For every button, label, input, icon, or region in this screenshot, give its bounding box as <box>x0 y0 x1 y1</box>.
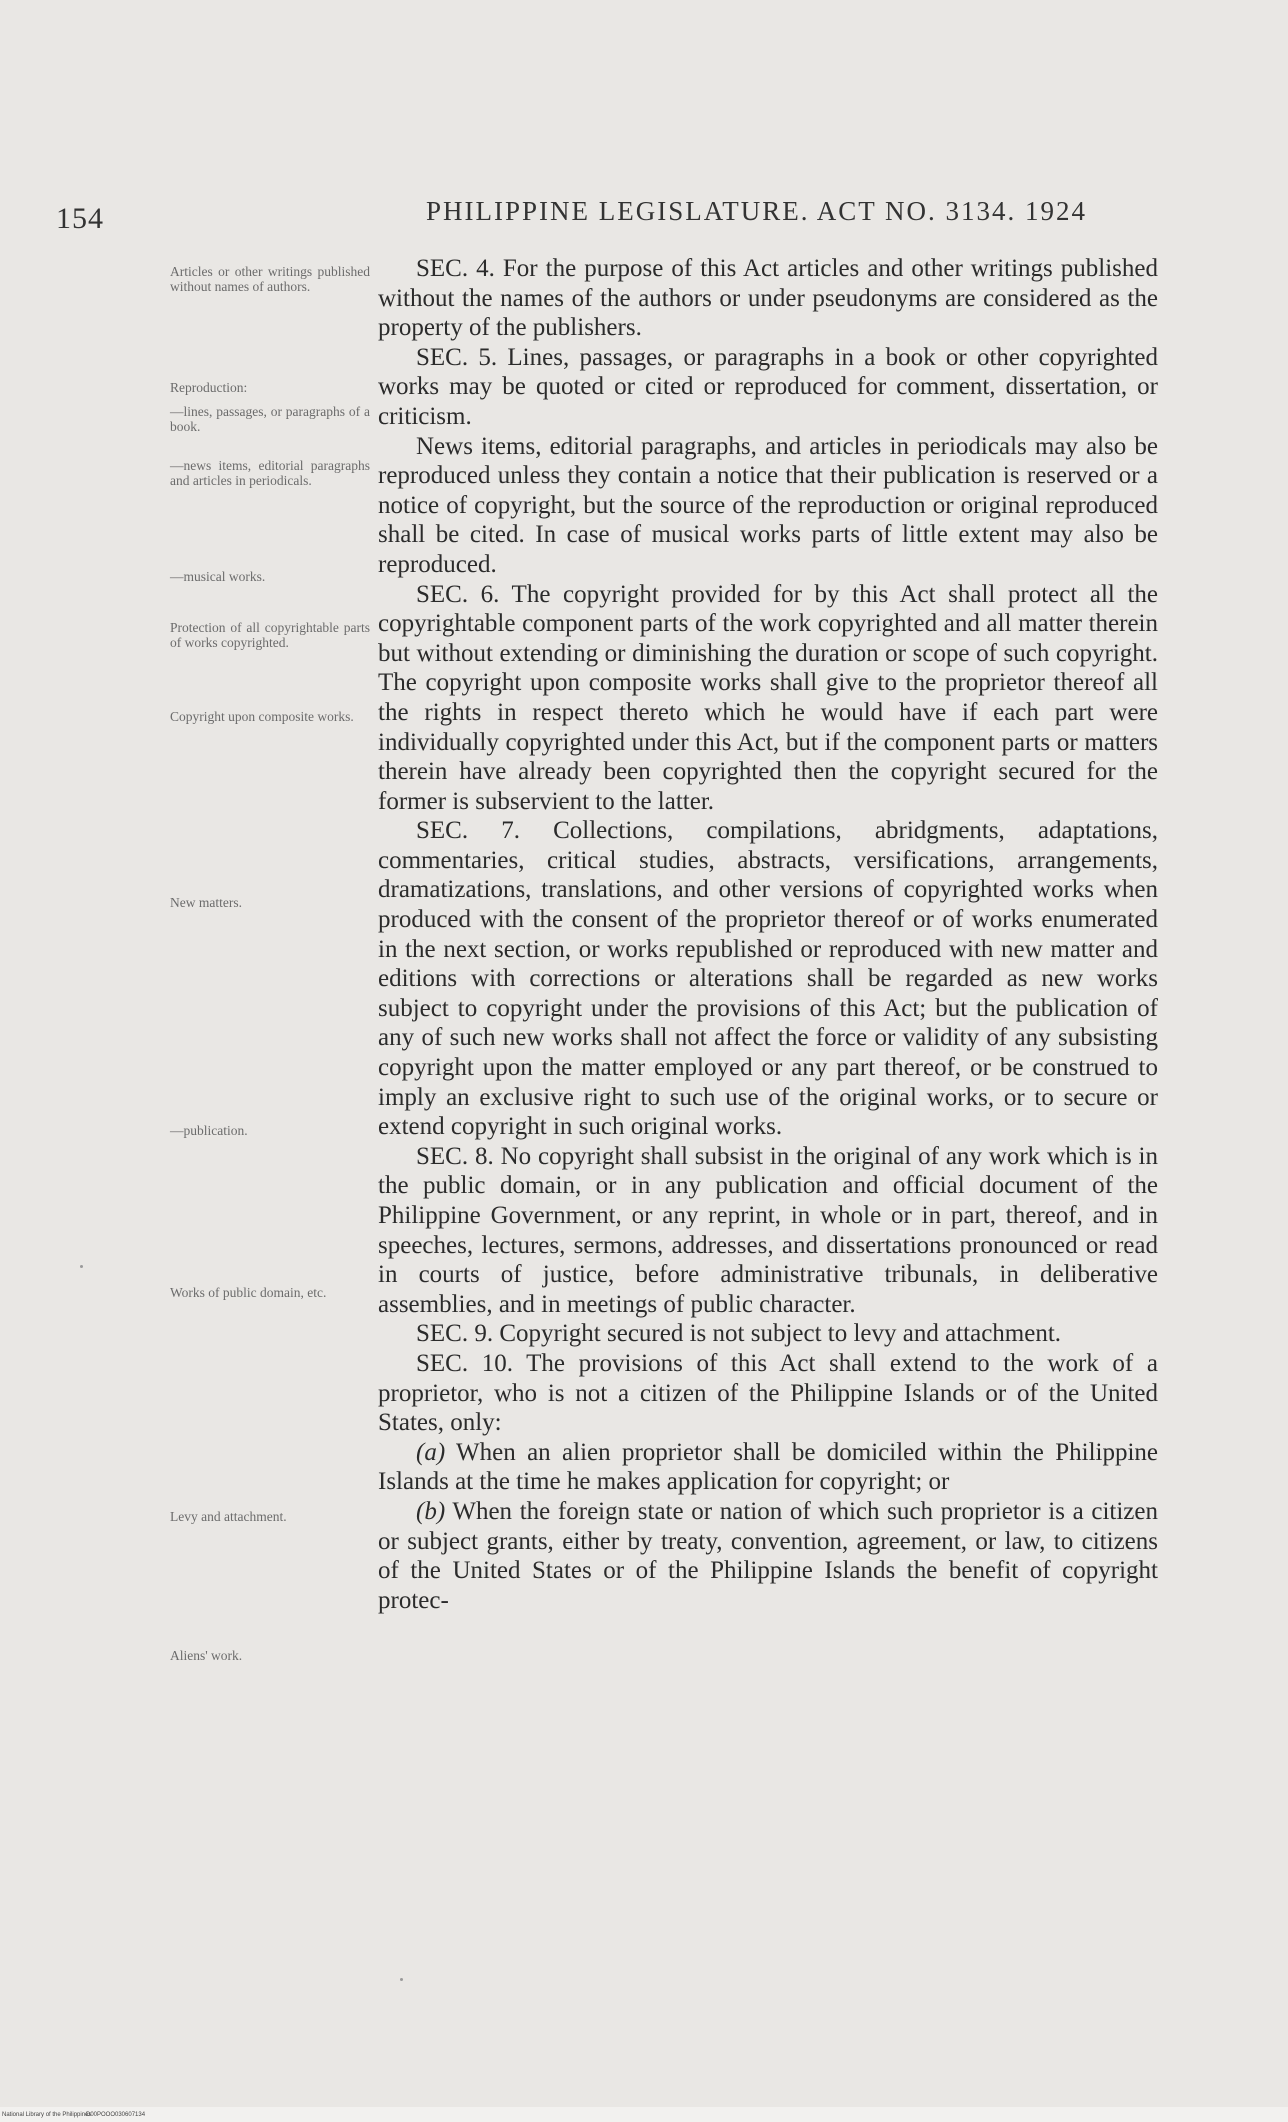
section-text: News items, editorial paragraphs, and articles in periodicals may also be reproduced unless they contain a notice that their publication is reserved or a notice of copyright, but the source of the reproduction or original reproduced shall be cited. In case of musical works parts of little extent may also be reproduced. <box>378 432 1158 578</box>
section-5 <box>378 343 1158 432</box>
section-text: The provisions of this Act shall extend to the work of a proprietor, who is not a citizen of the Philippine Islands or of the United States, only: <box>378 1349 1158 1437</box>
section-5-news-items <box>378 432 1158 580</box>
section-text: When the foreign state or nation of which such proprietor is a citizen or subject grants, either by treaty, convention, agreement, or law, to citizens of the United States or of the Philippine Islands the benefit of copyright protec- <box>378 1497 1158 1614</box>
margin-note-composite-works: Copyright upon composite works. <box>170 709 354 724</box>
section-label: SEC. 5. <box>416 343 498 371</box>
margin-note-news-items: —news items, editorial paragraphs and articles in periodicals. <box>170 458 370 488</box>
section-8 <box>378 1142 1158 1320</box>
section-10-clause-b <box>378 1497 1158 1615</box>
section-text: Copyright secured is not subject to levy and attachment. <box>493 1320 1062 1348</box>
section-label: SEC. 10. <box>416 1349 513 1377</box>
section-4 <box>378 254 1158 343</box>
clause-label: (b) <box>416 1497 446 1525</box>
section-6 <box>378 580 1158 817</box>
margin-note-articles-without-authors: Articles or other writings published without names of authors. <box>170 264 370 294</box>
section-label: SEC. 7. <box>416 817 520 845</box>
section-label: SEC. 6. <box>416 580 500 608</box>
section-label: SEC. 9. <box>416 1320 494 1348</box>
footer-credit: National Library of the Philippines <box>2 2112 92 2118</box>
footer-strip <box>0 2107 1288 2122</box>
margin-note-public-domain: Works of public domain, etc. <box>170 1285 327 1300</box>
margin-note-new-matters: New matters. <box>170 895 242 910</box>
section-text: No copyright shall subsist in the original of any work which is in the public domain, or in any publication and official document of the Philippine Government, or any reprint, in whole or in part, thereof, and in speeches, lectures, sermons, addresses, and dissertations pronounced or read in courts of justice, before administrative tribunals, in deliberative assemblies, and in meetings of public character. <box>378 1142 1158 1318</box>
margin-note-publication: —publication. <box>170 1123 248 1138</box>
scan-speck <box>400 1978 403 1981</box>
clause-label: (a) <box>416 1438 446 1466</box>
running-head: PHILIPPINE LEGISLATURE. ACT NO. 3134. 1924 <box>426 196 1088 226</box>
section-label: SEC. 4. <box>416 255 495 282</box>
margin-note-protection-of-parts: Protection of all copyrightable parts of works copyrighted. <box>170 620 370 650</box>
section-text: The copyright provided for by this Act shall protect all the copyrightable component parts of the work copyrighted and all matter therein but without extending or diminishing the duration or scope of such copyright. The copyright upon composite works shall give to the proprietor thereof all the rights in respect thereto which he would have if each part were individually copyrighted under this Act, but if the component parts or matters therein have already been copyrighted then the copyright secured for the former is subservient to the latter. <box>378 580 1158 815</box>
scan-speck <box>80 1265 83 1268</box>
margin-note-levy-attachment: Levy and attachment. <box>170 1509 287 1524</box>
page-number: 154 <box>56 202 104 235</box>
section-10 <box>378 1349 1158 1438</box>
margin-note-lines-passages: —lines, passages, or paragraphs of a book. <box>170 404 370 434</box>
section-label: SEC. 8. <box>416 1142 494 1170</box>
section-text: Lines, passages, or paragraphs in a book or other copyrighted works may be quoted or cited or reproduced for comment, dissertation, or criticism. <box>378 343 1158 430</box>
section-text: Collections, compilations, abridgments, adaptations, commentaries, critical studies, abstracts, versifications, arrangements, dramatizations, translations, and other versions of copyrighted works when produced with the consent of the proprietor thereof or of works enumerated in the next section, or works republished or reproduced with new matter and editions with corrections or alterations shall be regarded as new works subject to copyright under the provisions of this Act; but the publication of any of such new works shall not affect the force or validity of any subsisting copyright upon the matter employed or any part thereof, or be construed to imply an exclusive right to such use of the original works, or to secure or extend copyright in such original works. <box>378 817 1158 1141</box>
body-text <box>378 254 1158 1615</box>
margin-note-reproduction: Reproduction: <box>170 380 248 395</box>
section-7 <box>378 816 1158 1142</box>
margin-note-musical-works: —musical works. <box>170 569 266 584</box>
section-10-clause-a <box>378 1438 1158 1497</box>
margin-note-aliens-work: Aliens' work. <box>170 1648 243 1663</box>
section-9 <box>378 1319 1158 1349</box>
section-text: For the purpose of this Act articles and other writings published without the names of the authors or under pseudonyms are considered as the property of the publishers. <box>378 255 1158 342</box>
footer-identifier: D00POOO030607134 <box>86 2112 146 2118</box>
section-text: When an alien proprietor shall be domiciled within the Philippine Islands at the time he makes application for copyright; or <box>378 1438 1158 1496</box>
